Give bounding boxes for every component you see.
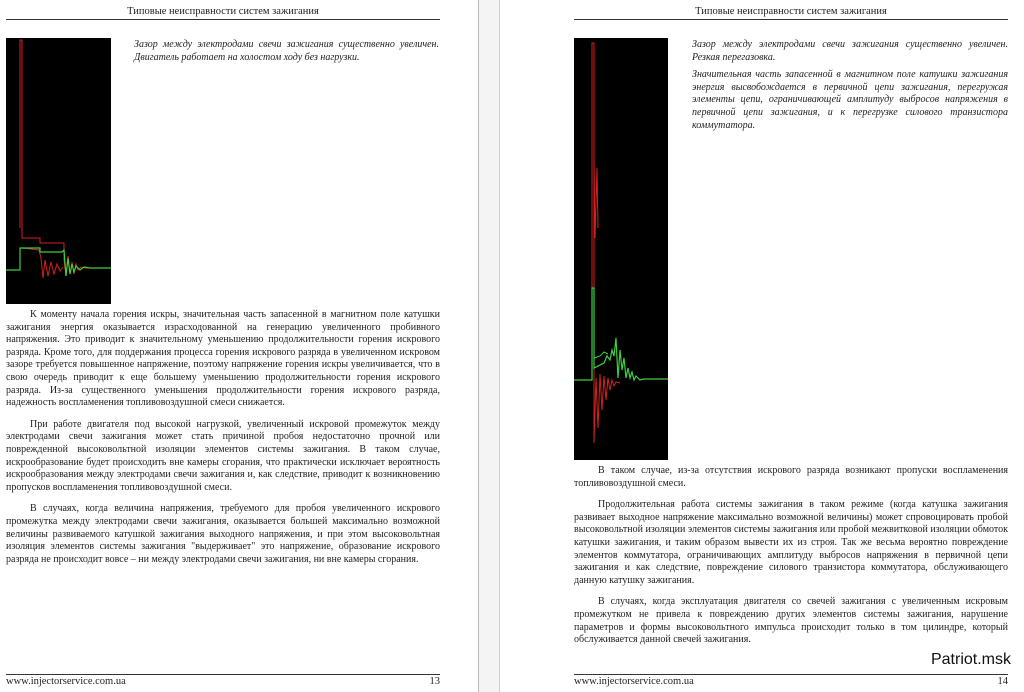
body-text — [6, 309, 440, 575]
oscillogram-caption — [134, 39, 439, 69]
page-header: Типовые неисправности систем зажигания — [6, 6, 440, 20]
body-text — [574, 465, 1008, 656]
oscillogram-throttle — [574, 38, 668, 460]
page-gutter — [478, 0, 500, 692]
primary-voltage-trace — [20, 40, 101, 276]
paragraph: В случаях, когда эксплуатация двигателя со свечей зажигания с увеличенным искровым промежутком не привела к повреждению других элементов системы зажигания, нарушение параметров и формы высоковольтного импульса происходит только в том цилиндре, который обслуживается данной свечей зажигания. — [574, 596, 1008, 646]
primary-voltage-trace-tail — [594, 158, 598, 238]
paragraph: В случаях, когда величина напряжения, требуемого для пробоя увеличенного искрового промежутка между электродами свечи зажигания, оказывается большей максимально возможной величины развиваемого катушкой зажигания выходного напряжения, и при этом высоковольтная изоляция элементов системы зажигания "выдерживает" это напряжение, образование искрового разряда не происходит вовсе – ни между электродами свечи зажигания, ни вне камеры сгорания. — [6, 503, 440, 565]
page-14 — [500, 0, 1024, 692]
page-footer — [6, 674, 440, 687]
caption-text: Зазор между электродами свечи зажигания существенно увеличен. Резкая перегазовка. — [692, 39, 1008, 63]
page-13 — [0, 0, 478, 692]
page-header: Типовые неисправности систем зажигания — [574, 6, 1008, 20]
page-number: 13 — [429, 676, 440, 687]
paragraph: При работе двигателя под высокой нагрузкой, увеличенный искровой промежуток между электродами свечи зажигания может стать причиной пробоя недостаточно прочной или поврежденной высоковольтной изоляции элементов системы зажигания. В таком случае, искрообразование будет происходить вне камеры сгорания, что практически исключает вероятность искрообразования между электродами свечи зажигания и, как следствие, приводит к возникновению пропусков воспламенения топливовоздушной смеси. — [6, 418, 440, 493]
secondary-voltage-trace — [574, 288, 668, 380]
footer-site: www.injectorservice.com.ua — [6, 676, 126, 687]
page-footer — [574, 674, 1008, 687]
primary-voltage-trace — [592, 43, 620, 443]
footer-site: www.injectorservice.com.ua — [574, 676, 694, 687]
paragraph: К моменту начала горения искры, значительная часть запасенной в магнитном поле катушки зажигания энергия оказывается израсходованной на генерацию увеличенного пробивного напряжения. Это приводит к значительному уменьшению продолжительности горения искрового разряда. Кроме того, для поддержания процесса горения искрового разряда в увеличенном искровом зазоре требуется повышенное напряжение, поэтому напряжение горения искры увеличивается, что в свою очередь приводит к еще большему уменьшению продолжительности горения искрового разряда. Из-за существенного уменьшения продолжительности горения искрового разряда, надежность воспламенения топливовоздушной смеси снижается. — [6, 309, 440, 409]
secondary-voltage-trace — [6, 248, 111, 276]
paragraph: В таком случае, из-за отсутствия искрового разряда возникают пропуски воспламенения топливовоздушной смеси. — [574, 465, 1008, 489]
watermark: Patriot.msk — [928, 651, 1014, 669]
caption-text: Значительная часть запасенной в магнитном поле катушки зажигания энергия высвобождается в первичной цепи зажигания, перегружая элементы цепи, ограничивающей амплитуду выбросов напряжения в первичной цепи зажигания, и к перегрузке силового транзистора коммутатора. — [692, 69, 1008, 131]
caption-text: Зазор между электродами свечи зажигания существенно увеличен. Двигатель работает на холостом ходу без нагрузки. — [134, 39, 439, 63]
page-number: 14 — [997, 676, 1008, 687]
paragraph: Продолжительная работа системы зажигания в таком режиме (когда катушка зажигания развивает выходное напряжение максимально возможной величины) может спровоцировать пробой высоковольтной изоляции элементов системы зажигания или пробой межвитковой изоляции обмоток катушки зажигания, и таким образом вывести их из строя. Так же весьма вероятно повреждение элементов коммутатора, ограничивающих амплитуду выбросов напряжения в первичной цепи зажигания и как следствие, повреждение силового транзистора коммутатора, обслуживающего данную катушку зажигания. — [574, 499, 1008, 586]
oscillogram-caption — [692, 39, 1008, 137]
oscillogram-idle — [6, 38, 111, 304]
